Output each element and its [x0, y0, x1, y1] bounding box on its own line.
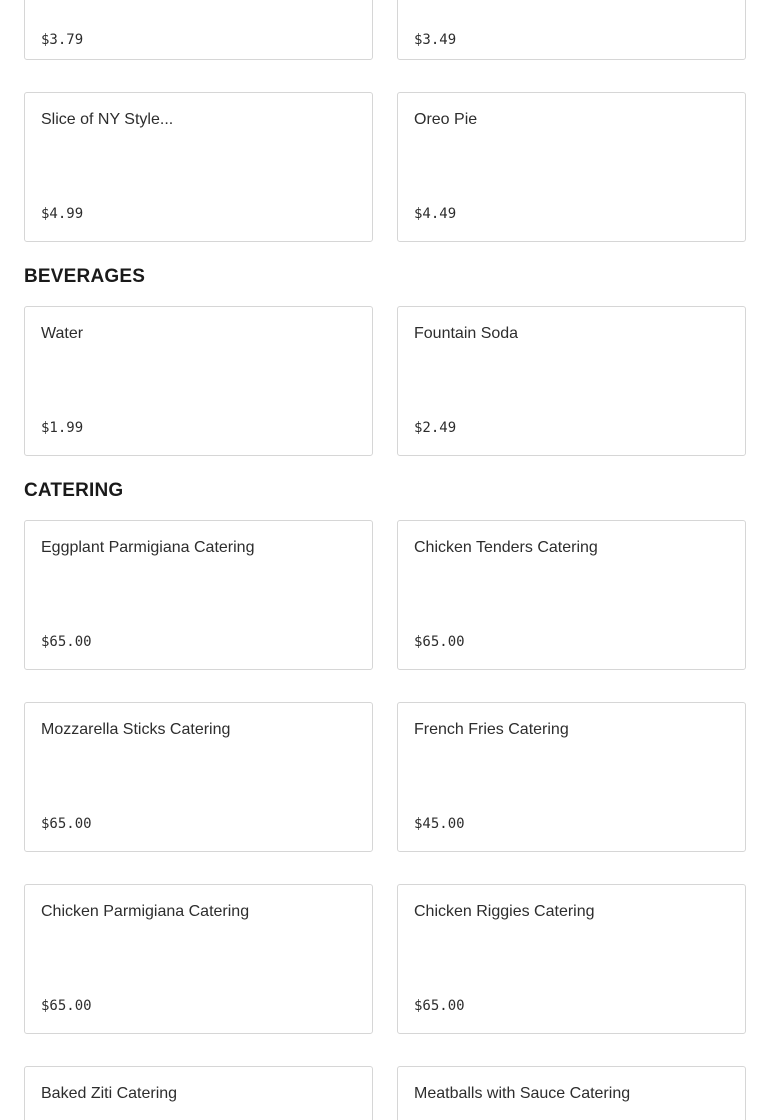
- menu-item-price: $4.49: [414, 206, 457, 222]
- menu-item-price: $4.99: [41, 206, 84, 222]
- menu-item-name: Slice of NY Style...: [41, 111, 174, 128]
- menu-item-price: $65.00: [414, 998, 465, 1014]
- menu-item-name: Baked Ziti Catering: [41, 1085, 178, 1102]
- menu-item-name: Chicken Riggies Catering: [414, 903, 595, 920]
- menu-item-name: Eggplant Parmigiana Catering: [41, 539, 255, 556]
- menu-item-name: Mozzarella Sticks Catering: [41, 721, 231, 738]
- menu-item-card[interactable]: [24, 702, 373, 852]
- menu-item-price: $1.99: [41, 420, 84, 436]
- menu-item-card[interactable]: [24, 92, 373, 242]
- menu-item-name: Water: [41, 325, 84, 342]
- menu-item-price: $3.79: [41, 32, 84, 48]
- menu-item-price: $3.49: [414, 32, 457, 48]
- menu-item-card[interactable]: [397, 702, 746, 852]
- menu-item-card[interactable]: [24, 1066, 373, 1120]
- menu-item-card[interactable]: [397, 1066, 746, 1120]
- menu-item-price: $45.00: [414, 816, 465, 832]
- menu-item-name: Meatballs with Sauce Catering: [414, 1085, 631, 1102]
- menu-item-card[interactable]: [24, 520, 373, 670]
- menu-item-card[interactable]: [24, 306, 373, 456]
- menu-item-price: $2.49: [414, 420, 457, 436]
- menu-item-card[interactable]: [397, 520, 746, 670]
- section-heading-beverages: BEVERAGES: [24, 266, 146, 287]
- menu-item-price: $65.00: [414, 634, 465, 650]
- menu-item-name: Fountain Soda: [414, 325, 519, 342]
- menu-item-name: French Fries Catering: [414, 721, 569, 738]
- menu-item-card[interactable]: [24, 884, 373, 1034]
- menu-item-card[interactable]: [397, 92, 746, 242]
- menu-item-price: $65.00: [41, 634, 92, 650]
- menu-item-price: $65.00: [41, 816, 92, 832]
- menu-item-card[interactable]: [397, 884, 746, 1034]
- menu-item-card[interactable]: [397, 0, 746, 60]
- menu-item-name: Oreo Pie: [414, 111, 478, 128]
- menu-item-name: Chicken Parmigiana Catering: [41, 903, 250, 920]
- menu-item-name: Chicken Tenders Catering: [414, 539, 598, 556]
- menu-item-card[interactable]: [24, 0, 373, 60]
- menu-item-card[interactable]: [397, 306, 746, 456]
- section-heading-catering: CATERING: [24, 480, 124, 501]
- menu-item-price: $65.00: [41, 998, 92, 1014]
